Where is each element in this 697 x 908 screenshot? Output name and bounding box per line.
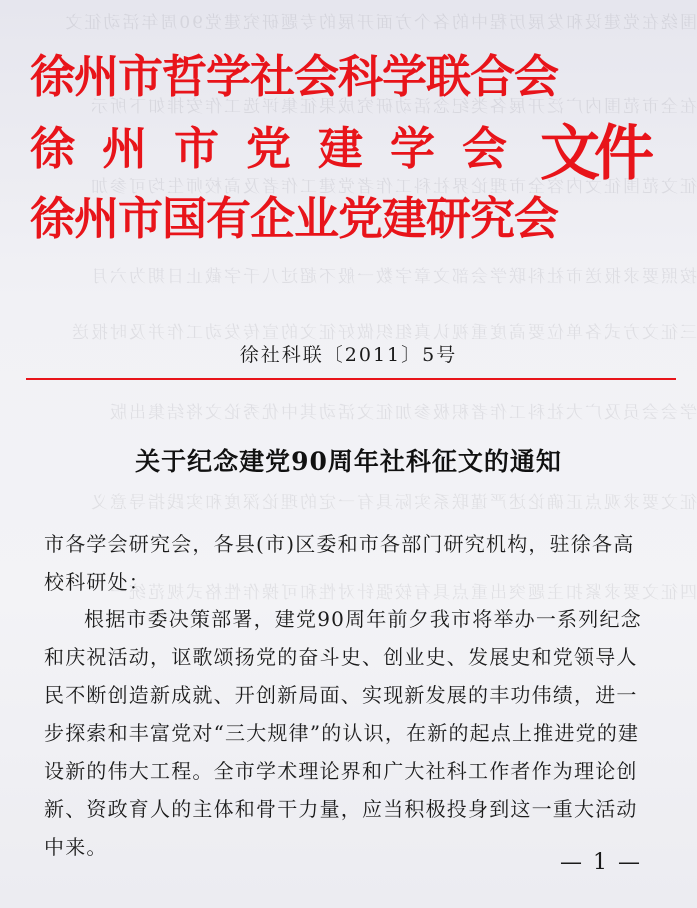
header-issuer-2-text: 徐州市党建学会 bbox=[30, 122, 535, 175]
bleed-through-texture: 学会会员及广大社科工作者积极参加征文活动其中优秀论文将结集出版 bbox=[108, 403, 697, 423]
bleed-through-texture: 四征文要求紧扣主题突出重点具有较强针对性和可操作性格式规范统一 bbox=[108, 583, 697, 603]
header-issuer-1: 徐州市哲学社会科学联合会 bbox=[30, 50, 559, 103]
header-issuer-3: 徐州市国有企业党建研究会 bbox=[30, 192, 559, 245]
page-number: — 1 — bbox=[560, 850, 642, 875]
bleed-through-texture: 三征文方式各单位要高度重视认真组织做好征文的宣传发动工作并及时报送 bbox=[70, 323, 697, 343]
bleed-through-texture: 征文要求观点正确论述严谨联系实际具有一定的理论深度和实践指导意义 bbox=[89, 493, 697, 513]
bleed-through-texture: 在全市范围内广泛开展各类纪念活动研究成果征集评选工作安排如下所示 bbox=[89, 97, 697, 117]
bleed-through-texture: 按照要求报送市社科联学会部文章字数一般不超过八千字截止日期为六月 bbox=[89, 267, 697, 287]
bleed-through-texture: 征文范围征文内容全市理论界社科工作者党建工作者及高校师生均可参加 bbox=[89, 177, 697, 197]
document-number: 徐社科联〔2011〕5号 bbox=[239, 344, 458, 366]
header-document-label: 文件 bbox=[540, 119, 648, 189]
salutation: 市各学会研究会，各县(市)区委和市各部门研究机构，驻徐各高校科研处： bbox=[44, 532, 635, 594]
body-paragraph: 根据市委决策部署，建党90周年前夕我市将举办一系列纪念和庆祝活动，讴歌颂扬党的奋斗史、创业史、发展史和党领导人民不断创造新成就、开创新局面、实现新发展的丰功伟绩，进一步探索和丰富党对“三大规律”的认识，在新的起点上推进党的建设新的伟大工程。全市学术理论界和广大社科工作者作为理论创新、资政育人的主体和骨干力量，应当积极投身到这一重大活动中来。 bbox=[44, 607, 642, 859]
notice-title: 关于纪念建党90周年社科征文的通知 bbox=[135, 447, 562, 476]
red-divider-line bbox=[26, 378, 676, 380]
bleed-through-texture: 围绕在党建设和发展历程中的各个方面开展的专题研究建党90周年活动征文 bbox=[63, 13, 697, 33]
